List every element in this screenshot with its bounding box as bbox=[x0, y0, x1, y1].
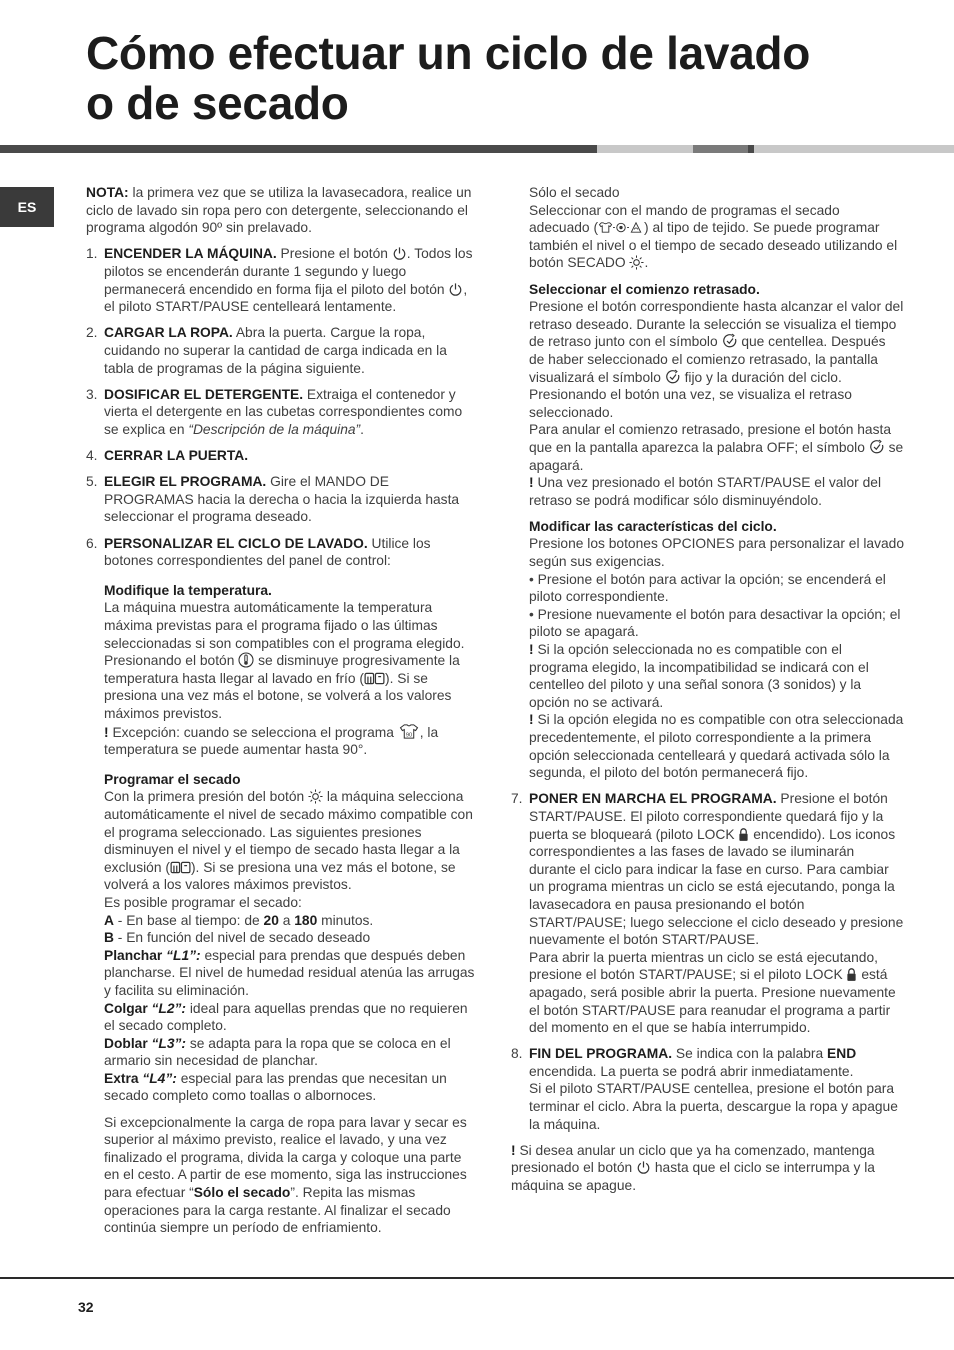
step-3: 3. DOSIFICAR EL DETERGENTE. Extraiga el contenedor y vierta el detergente en las cubetas correspondientes como se explica en “Descripción de la máquina”. bbox=[86, 386, 463, 437]
footer-rule bbox=[0, 1277, 954, 1279]
step-8: 8. FIN DEL PROGRAMA. Se indica con la palabra END encendida. La puerta se podrá abrir inmediatamente. Si el piloto START/PAUSE centellea, presione el botón para terminar el ciclo. Abra la puerta, descargue la ropa y apague la máquina. bbox=[511, 1046, 898, 1132]
drying-section: Programar el secado Con la primera presión del botón la máquina selecciona automáticamente el nivel de secado máximo compatible con el programa seleccionado. Las siguientes presiones disminuyen el nivel y el tiempo de secado hasta llegar a la exclusión ( ). Si se presiona una vez más el botone, se volverá a los valores máximos previstos. Es posible programar el secado: A - En base al tiempo: de 20 a 180 minutos. B - En función del nivel de secado deseado Planchar “L1”: especial para prendas que después deben plancharse. El nivel de humedad residual atenúa las arrugas y facilita su eliminación. Colgar “L2”: ideal para aquellas prendas que no requieren el secado completo. Doblar “L3”: se adapta para la ropa que se coloca en el armario sin necesidad de planchar. Extra “L4”: especial para las prendas que necesitan un secado completo como toallas o albornoces. bbox=[104, 771, 478, 1105]
step-heading: DOSIFICAR EL DETERGENTE. bbox=[104, 386, 304, 402]
step-1: 1. ENCENDER LA MÁQUINA. Presione el botón . Todos los pilotos se encenderán durante 1 segundo y luego permanecerá encendido en forma fija el piloto del botón , el piloto START/PAUSE centelleará lentamente. bbox=[86, 246, 473, 315]
cotton-90-icon bbox=[398, 723, 420, 740]
warning-mark: ! bbox=[529, 712, 534, 728]
delay-clock-icon bbox=[722, 333, 738, 349]
step-number: 4. bbox=[86, 448, 98, 464]
cancel-paragraph: ! Si desea anular un ciclo que ya ha comenzado, mantenga presionado el botón hasta que el ciclo se interrumpa y la máquina se apague. bbox=[511, 1142, 875, 1194]
step-heading: PERSONALIZAR EL CICLO DE LAVADO. bbox=[104, 535, 368, 551]
language-tab: ES bbox=[0, 187, 54, 227]
delay-clock-icon bbox=[869, 439, 885, 455]
power-icon bbox=[392, 246, 407, 261]
level-l2: Colgar “L2”: ideal para aquellas prendas que no requieren el secado completo. bbox=[104, 1000, 468, 1034]
drying-sun-icon bbox=[629, 255, 644, 270]
note-label: NOTA: bbox=[86, 185, 129, 200]
power-icon bbox=[448, 282, 463, 297]
overload-paragraph: Si excepcionalmente la carga de ropa para lavar y secar es superior al máximo previsto, realice el lavado, y una vez finalizado el programa, divida la carga y coloque una parte en el cesto. A partir de ese momento, siga las instrucciones para efectuar “Sólo el secado”. Repita las mismas operaciones para la carga restante. Al finalizar el secado continúa siempre un período de enfriamiento. bbox=[104, 1114, 467, 1236]
header-rule-mid bbox=[693, 145, 748, 153]
step-6: 6. PERSONALIZAR EL CICLO DE LAVADO. Utilice los botones correspondientes del panel de control: Modifique la temperatura. La máquina muestra automáticamente la temperatura máxima previstas para el programa fijado o las últimas seleccionadas si son compatibles con el programa elegido. Presionando el botón se disminuye progresivamente la temperatura hasta llegar al lavado en frío ( ). Si se presiona una vez más el botone, se volverá a los valores máximos previstos. ! Excepción: cuando se selecciona el programa , la temperatura se puede aumentar hasta 90°. Programar el secado Con la primera presión del botón la máquina selecciona automáticamente el nivel de secado máximo compatible con el programa seleccionado. Las siguientes presiones disminuyen el nivel y el tiempo de secado hasta llegar a la exclusión ( ). Si se presiona una vez más el botone, se volverá a los valores máximos previstos. Es posible programar el secado: A - En base al tiempo: de 20 a 180 minutos. B - En función del nivel de secado deseado Planchar “L1”: especial para prendas que después deben plancharse. El nivel de humedad residual atenúa las arrugas y facilita su eliminación. Colgar “L2”: ideal para aquellas prendas que no requieren el secado completo. Doblar “L3”: se adapta para la ropa que se coloca en el armario sin necesidad de planchar. Extra “L4”: especial para las prendas que necesitan un secado completo como toallas o albornoces. Si excepcionalmente la carga de ropa para lavar y secar es superior al máximo previsto, realice el lavado, y una vez finalizado el programa, divida la carga y coloque una parte en el cesto. A partir de ese momento, siga las instrucciones para efectuar “Sólo el secado”. Repita las mismas operaciones para la carga restante. Al finalizar el secado continúa siempre un período de enfriamiento. bbox=[86, 535, 478, 1246]
step-4 bbox=[86, 447, 478, 465]
step-number: 6. bbox=[86, 535, 98, 551]
modify-heading: Modificar las características del ciclo. bbox=[529, 518, 777, 534]
drying-sun-icon bbox=[308, 789, 323, 804]
right-column bbox=[511, 184, 904, 1203]
step-heading: CERRAR LA PUERTA. bbox=[104, 448, 249, 464]
delay-section: Seleccionar el comienzo retrasado. Presione el botón correspondiente hasta alcanzar el valor del retraso deseado. Durante la selección se visualiza el tiempo de retraso junto con el símbolo que centellea. Después de haber seleccionado el comienzo retrasado, la pantalla visualizará el símbolo fijo y la duración del ciclo. Presionando el botón una vez, se visualiza el retraso seleccionado. Para anular el comienzo retrasado, presione el botón hasta que en la pantalla aparezca la palabra OFF; el símbolo se apagará. ! Una vez presionado el botón START/PAUSE el valor del retraso se podrá modificar sólo disminuyéndolo. bbox=[529, 281, 904, 508]
delay-heading: Seleccionar el comienzo retrasado. bbox=[529, 281, 760, 297]
temperature-section: Modifique la temperatura. La máquina muestra automáticamente la temperatura máxima previstas para el programa fijado o las últimas seleccionadas si son compatibles con el programa elegido. Presionando el botón se disminuye progresivamente la temperatura hasta llegar al lavado en frío ( ). Si se presiona una vez más el botone, se volverá a los valores máximos previstos. ! Excepción: cuando se selecciona el programa , la temperatura se puede aumentar hasta 90°. bbox=[104, 582, 478, 759]
temperature-icon bbox=[238, 652, 254, 668]
level-l4: Extra “L4”: especial para las prendas que necesitan un secado completo como toallas o albornoces. bbox=[104, 1070, 447, 1104]
header-rule-dark bbox=[0, 145, 597, 153]
temperature-heading: Modifique la temperatura. bbox=[104, 582, 272, 598]
warning-mark: ! bbox=[529, 642, 534, 658]
step-heading: PONER EN MARCHA EL PROGRAMA. bbox=[529, 791, 777, 807]
step-7: 7. PONER EN MARCHA EL PROGRAMA. Presione el botón START/PAUSE. El piloto correspondiente quedará fijo y la puerta se bloqueará (piloto LOCK encendido). Los iconos correspondientes a las fases de lavado se iluminarán durante el ciclo para indicar la fase en curso. Para cambiar un programa mientras un ciclo se está ejecutando, ponga la lavasecadora en pausa presionando el botón START/PAUSE; luego seleccione el ciclo deseado y presione nuevamente el botón START/PAUSE. Para abrir la puerta mientras un ciclo se está ejecutando, presione el botón START/PAUSE; si el piloto LOCK está apagado, será posible abrir la puerta. Presione nuevamente el botón START/PAUSE para reanudar el programa a partir del momento en el que se había interrumpido. bbox=[511, 791, 904, 1036]
step-number: 3. bbox=[86, 386, 98, 402]
cold-wash-icon bbox=[364, 671, 385, 686]
lock-icon bbox=[846, 967, 857, 982]
step-number: 8. bbox=[511, 1046, 523, 1062]
header-rule-light-2 bbox=[754, 145, 954, 153]
header-rule-light-1 bbox=[597, 145, 693, 153]
step-heading: FIN DEL PROGRAMA. bbox=[529, 1046, 673, 1062]
left-column bbox=[86, 184, 478, 1254]
step-heading: ENCENDER LA MÁQUINA. bbox=[104, 246, 277, 262]
page-title bbox=[86, 28, 810, 128]
step-number: 5. bbox=[86, 474, 98, 490]
step-number: 7. bbox=[511, 791, 523, 807]
level-l3: Doblar “L3”: se adapta para la ropa que se coloca en el armario sin necesidad de planchar. bbox=[104, 1035, 451, 1069]
note-paragraph: NOTA: la primera vez que se utiliza la lavasecadora, realice un ciclo de lavado sin ropa pero con detergente, seleccionando el programa algodón 90º sin prelavado. bbox=[86, 185, 472, 236]
page-title-line-1: Cómo efectuar un ciclo de lavado bbox=[86, 27, 811, 79]
fabric-types-icon bbox=[598, 220, 644, 235]
step-heading: ELEGIR EL PROGRAMA. bbox=[104, 474, 267, 490]
modify-section: Modificar las características del ciclo. Presione los botones OPCIONES para personalizar el lavado según sus exigencias. • Presione el botón para activar la opción; se encenderá el piloto correspondiente. • Presione nuevamente el botón para desactivar la opción; el piloto se apagará. ! Si la opción seleccionada no es compatible con el programa elegido, la incompatibilidad se indicará con el centelleo del piloto y una señal sonora (3 sonidos) y la opción no se activará. ! Si la opción elegida no es compatible con otra seleccionada precedentemente, el piloto correspondiente a la primera opción seleccionada centelleará y quedará activada sólo la segunda, el piloto del botón permanecerá fijo. bbox=[529, 518, 905, 781]
warning-mark: ! bbox=[511, 1142, 516, 1158]
step-heading: CARGAR LA ROPA. bbox=[104, 325, 233, 341]
only-dry-heading: Sólo el secado bbox=[529, 185, 620, 200]
step-number: 2. bbox=[86, 325, 98, 341]
page-number: 32 bbox=[78, 1299, 94, 1315]
step-number: 1. bbox=[86, 246, 98, 262]
lock-icon bbox=[738, 827, 749, 842]
level-l1: Planchar “L1”: especial para prendas que después deben plancharse. El nivel de humedad residual atenúa las arrugas y facilita su eliminación. bbox=[104, 947, 475, 998]
warning-mark: ! bbox=[104, 724, 109, 740]
power-icon bbox=[636, 1160, 651, 1175]
step-2: 2. CARGAR LA ROPA. Abra la puerta. Cargue la ropa, cuidando no superar la cantidad de carga indicada en la tabla de programas de la página siguiente. bbox=[86, 325, 447, 376]
delay-clock-icon bbox=[665, 369, 681, 385]
page-title-line-2: o de secado bbox=[86, 77, 349, 129]
warning-mark: ! bbox=[529, 475, 534, 491]
step-5: 5. ELEGIR EL PROGRAMA. Gire el MANDO DE PROGRAMAS hacia la derecha o hacia la izquierda hasta seleccionar el programa deseado. bbox=[86, 474, 460, 525]
cold-wash-icon bbox=[170, 860, 191, 875]
drying-heading: Programar el secado bbox=[104, 771, 241, 787]
only-dry-section: Sólo el secado Seleccionar con el mando de programas el secado adecuado ( ) al tipo de tejido. Se puede programar también el nivel o el tiempo de secado deseado utilizando el botón SECADO . bbox=[529, 184, 904, 272]
